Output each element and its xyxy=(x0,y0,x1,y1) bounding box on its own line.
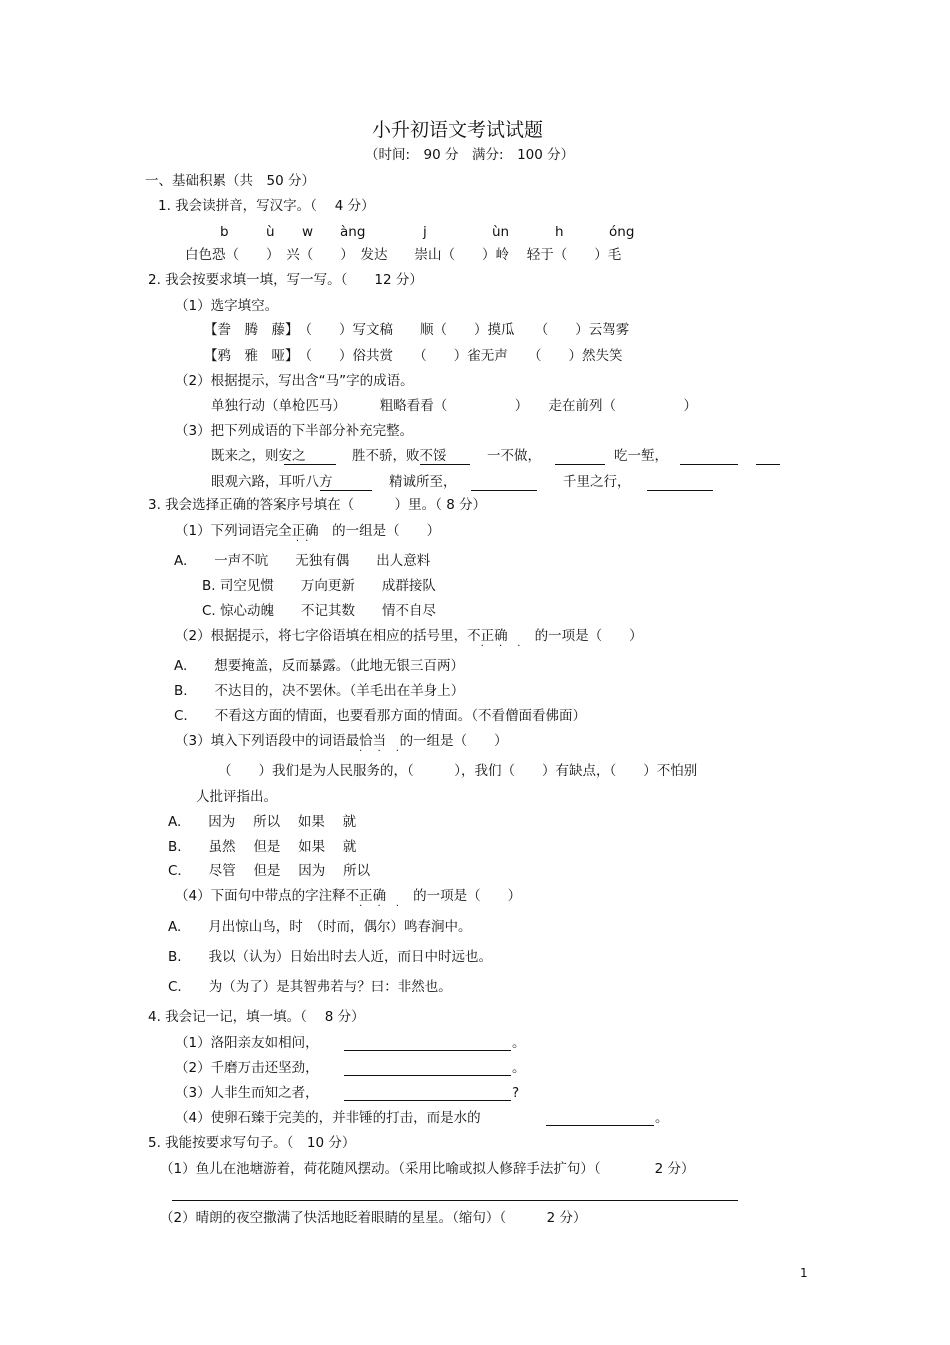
answer-line[interactable] xyxy=(172,1200,738,1201)
punctuation: 。 xyxy=(512,1060,526,1076)
stem-text: 的一组是（ ） xyxy=(332,523,441,539)
subquestion: （2）晴朗的夜空撒满了快活地眨着眼睛的星星。（缩句）（ 2 分） xyxy=(160,1210,587,1226)
idiom-fill: 千里之行， xyxy=(563,474,631,490)
stem-text: 的一项是（ ） xyxy=(534,628,643,644)
idiom-fill: 精诚所至， xyxy=(389,474,457,490)
subquestion: （2）根据提示，写出含“马”字的成语。 xyxy=(175,373,414,389)
subquestion: （1）选字填空。 xyxy=(175,298,279,314)
subquestion: （3）把下列成语的下半部分补充完整。 xyxy=(175,423,414,439)
idiom-fill: 既来之，则安之 xyxy=(211,448,306,464)
answer-blank[interactable] xyxy=(680,464,738,465)
stem-text: （3）填入下列语段中的词语最 xyxy=(175,733,360,749)
pinyin: óng xyxy=(609,224,635,240)
option-a: A. 因为 所以 如果 就 xyxy=(168,814,357,830)
option-c: C. 尽管 但是 因为 所以 xyxy=(168,863,371,879)
poem-line: （2）千磨万击还坚劲， xyxy=(175,1060,319,1076)
pinyin-row xyxy=(0,223,950,241)
idiom-fill: 胜不骄，败不馁 xyxy=(352,448,447,464)
option-b: B. 司空见惯 万向更新 成群接队 xyxy=(202,578,436,594)
stem-text: （2）根据提示，将七字俗语填在相应的括号里，不 xyxy=(175,628,481,644)
punctuation: ? xyxy=(512,1085,520,1101)
answer-blank[interactable] xyxy=(471,490,537,491)
passage-line: 人批评指出。 xyxy=(196,789,277,805)
option-a: A. 想要掩盖，反而暴露。（此地无银三百两） xyxy=(174,658,465,674)
poem-line: （3）人非生而知之者， xyxy=(175,1085,319,1101)
stem-text: 的一项是（ ） xyxy=(413,888,522,904)
idiom-fill: 吃一堑， xyxy=(614,448,668,464)
question-1-heading: 1. 我会读拼音，写汉字。（ 4 分） xyxy=(158,198,375,214)
poem-line: （4）使卵石臻于完美的，并非锤的打击，而是水的 xyxy=(175,1110,481,1126)
section-heading: 一、基础积累（共 50 分） xyxy=(145,173,315,189)
answer-blank[interactable] xyxy=(756,464,780,465)
question-1-words: 白色恐（ ） 兴（ ） 发达 崇山（ ）岭 轻于（ ）毛 xyxy=(185,247,622,263)
option-a: A. 一声不吭 无独有偶 出人意料 xyxy=(174,553,431,569)
emphasis-dots: 正确 ·· xyxy=(291,523,319,547)
page-number: 1 xyxy=(800,1266,808,1280)
subquestion: （1）鱼儿在池塘游着，荷花随风摆动。（采用比喻或拟人修辞手法扩句）（ 2 分） xyxy=(160,1161,695,1177)
emphasis-dots: 恰当 · · · xyxy=(359,733,405,757)
answer-blank[interactable] xyxy=(555,464,605,465)
subquestion xyxy=(175,627,643,652)
choice-row: 【鸦 雅 哑】 （ ）俗共赏 （ ）雀无声 （ ）然失笑 xyxy=(204,348,623,364)
answer-blank[interactable] xyxy=(647,490,713,491)
pinyin: ù xyxy=(266,224,275,240)
answer-blank[interactable] xyxy=(546,1125,654,1126)
stem-text: （4）下面句中带点的字注释不 xyxy=(175,888,360,904)
stem-text: （1）下列词语完全 xyxy=(175,523,292,539)
underline xyxy=(320,490,372,491)
pinyin: b xyxy=(220,224,229,240)
option-c: C. 不看这方面的情面，也要看那方面的情面。（不看僧面看佛面） xyxy=(174,708,586,724)
answer-blank[interactable] xyxy=(344,1100,511,1101)
idiom-row: 单独行动（单枪匹马） 粗略看看（ ） 走在前列（ ） xyxy=(211,398,697,414)
question-3-heading: 3. 我会选择正确的答案序号填在（ ）里。（ 8 分） xyxy=(148,497,487,513)
idiom-fill: 一不做， xyxy=(487,448,541,464)
subquestion xyxy=(175,522,441,547)
option-b: B. 不达目的，决不罢休。（羊毛出在羊身上） xyxy=(174,683,465,699)
emphasis-dots: 正确 · · · xyxy=(480,628,527,652)
pinyin: h xyxy=(555,224,564,240)
emphasis-dots: 正确 · · · xyxy=(359,888,405,912)
option-b: B. 虽然 但是 如果 就 xyxy=(168,839,357,855)
page-title: 小升初语文考试试题 xyxy=(372,119,544,141)
question-5-heading: 5. 我能按要求写句子。（ 10 分） xyxy=(148,1135,356,1151)
answer-blank[interactable] xyxy=(344,1050,511,1051)
poem-line: （1）洛阳亲友如相问， xyxy=(175,1035,319,1051)
pinyin: ùn xyxy=(492,224,510,240)
pinyin: j xyxy=(423,224,427,240)
punctuation: 。 xyxy=(655,1110,669,1126)
pinyin: àng xyxy=(340,224,366,240)
underline xyxy=(284,464,336,465)
question-2-heading: 2. 我会按要求填一填，写一写。（ 12 分） xyxy=(148,272,423,288)
option-c: C. 惊心动魄 不记其数 情不自尽 xyxy=(202,603,437,619)
idiom-fill: 眼观六路，耳听八方 xyxy=(211,474,333,490)
question-4-heading: 4. 我会记一记，填一填。（ 8 分） xyxy=(148,1009,365,1025)
answer-blank[interactable] xyxy=(344,1075,511,1076)
subquestion xyxy=(175,887,522,912)
stem-text: 的一组是（ ） xyxy=(399,733,508,749)
passage-line: （ ）我们是为人民服务的，（ ），我们（ ）有缺点，（ ）不怕别 xyxy=(218,763,698,779)
punctuation: 。 xyxy=(512,1035,526,1051)
pinyin: w xyxy=(302,224,314,240)
option-b: B. 我以（认为）日始出时去人近，而日中时远也。 xyxy=(168,949,493,965)
subquestion xyxy=(175,732,508,757)
underline xyxy=(420,464,470,465)
choice-row: 【誊 腾 藤】 （ ）写文稿 顺（ ）摸瓜 （ ）云驾雾 xyxy=(204,322,630,338)
option-a: A. 月出惊山鸟，时 （时而，偶尔）鸣春涧中。 xyxy=(168,919,472,935)
exam-subtitle: （时间: 90 分 满分: 100 分） xyxy=(365,147,575,163)
option-c: C. 为（为了）是其智弗若与？曰：非然也。 xyxy=(168,979,452,995)
